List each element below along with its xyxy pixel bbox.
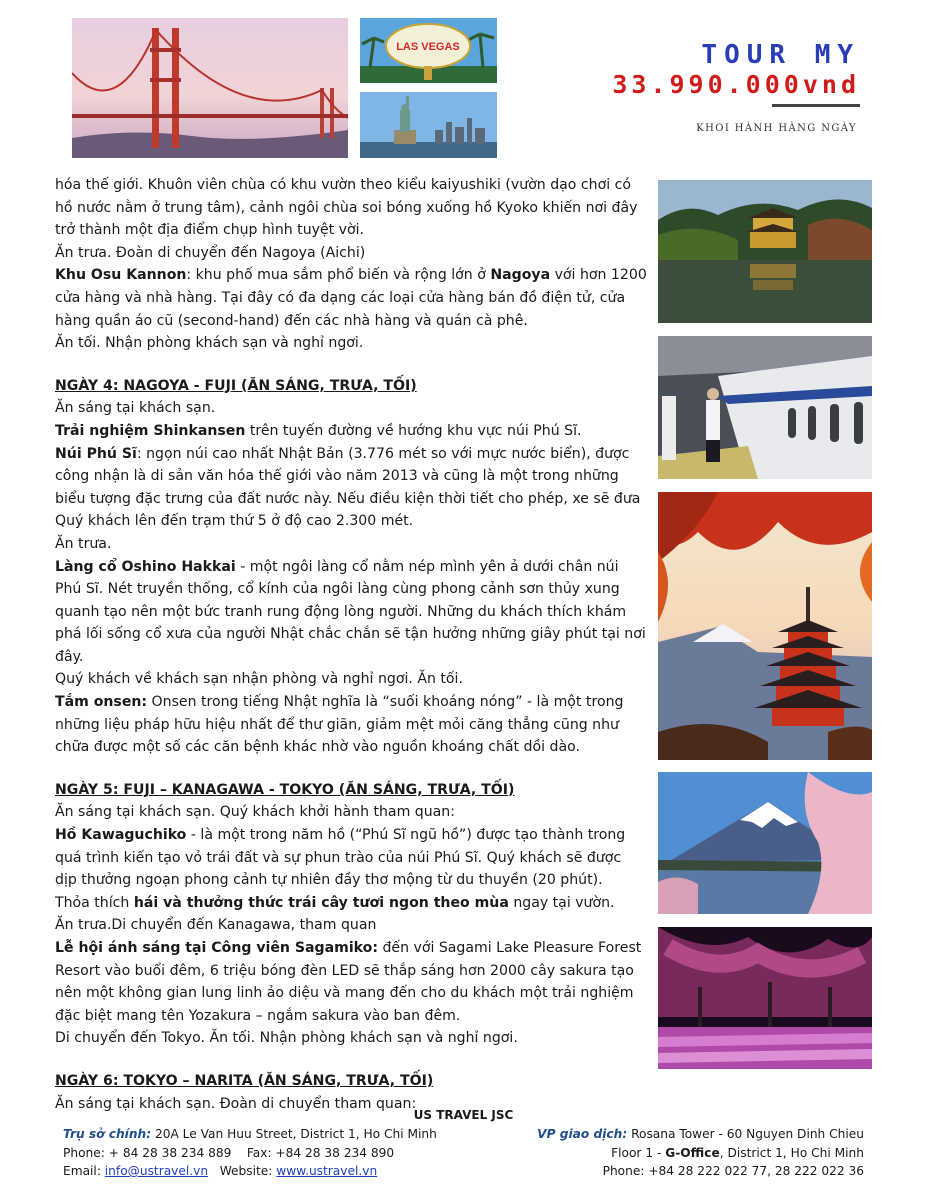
paragraph: Ăn sáng tại khách sạn. Quý khách khởi hành tham quan: [55, 804, 455, 821]
office-line [537, 1127, 864, 1141]
paragraph: Ăn sáng tại khách sạn. Đoàn di chuyển tham quan: [55, 1095, 417, 1112]
itinerary-content [55, 174, 647, 1115]
office-phone-line: Phone: +84 28 222 022 77, 28 222 022 36 [602, 1164, 864, 1178]
office-label: VP giao dịch: [537, 1127, 628, 1141]
departure-tagline: KHOI HÀNH HÀNG NGÀY [696, 123, 857, 134]
page-footer [0, 1108, 927, 1198]
paragraph: Lễ hội ánh sáng tại Công viên Sagamiko: đến với Sagami Lake Pleasure Forest Resort vào buổi đêm, 6 triệu bóng đèn LED sẽ thắp sáng hơn 2000 cây sakura tạo nên một không gian lung linh ảo diệu và mang đến cho du khách một trải nghiệm đặc biệt mang tên Yozakura – ngắm sakura vào ban đêm. [55, 940, 642, 1024]
place-name: Trải nghiệm Shinkansen [55, 422, 246, 439]
place-name: Tắm onsen: [55, 694, 148, 711]
day-4-heading: NGÀY 4: NAGOYA - FUJI (ĂN SÁNG, TRƯA, TỐI) [55, 377, 417, 394]
paragraph: Trải nghiệm Shinkansen trên tuyến đường về hướng khu vực núi Phú Sĩ. [55, 422, 582, 439]
paragraph: Núi Phú Sĩ: ngọn núi cao nhất Nhật Bản (3.776 mét so với mực nước biển), được công nhận là di sản văn hóa thế giới vào năm 2013 và cũng là một trong những biểu tượng đặc trưng của đất nước này. Nếu điều kiện thời tiết cho phép, xe sẽ đưa Quý khách lên đến trạm thứ 5 ở độ cao 2.300 mét. [55, 445, 641, 530]
las-vegas-sign-photo [360, 18, 497, 83]
paragraph: Ăn trưa. [55, 535, 112, 552]
email-website-line: Email: info@ustravel.vn Website: www.ustravel.vn [63, 1164, 378, 1178]
golden-pavilion-photo [658, 180, 872, 323]
paragraph: Khu Osu Kannon: khu phố mua sắm phổ biến và rộng lớn ở Nagoya với hơn 1200 cửa hàng và nhà hàng. Tại đây có đa dạng các loại cửa hàng bán đồ điện tử, cửa hàng quần áo cũ (second-hand) đến các nhà hàng và quán cà phê. [55, 267, 647, 329]
fuji-kawaguchiko-photo [658, 772, 872, 914]
golden-gate-bridge-photo [72, 18, 348, 158]
place-name: Hồ Kawaguchiko [55, 827, 187, 844]
place-name: Núi Phú Sĩ [55, 445, 137, 462]
paragraph: Thỏa thích hái và thưởng thức trái cây tươi ngon theo mùa ngay tại vườn. [55, 894, 615, 911]
paragraph: Ăn trưa. Đoàn di chuyển đến Nagoya (Aichi) [55, 244, 366, 261]
las-vegas-sign-text: LAS VEGAS [396, 41, 460, 53]
tour-price: 33.990.000vnd [612, 70, 860, 99]
paragraph: Tắm onsen: Onsen trong tiếng Nhật nghĩa là “suối khoáng nóng” - là một trong những liệu pháp hữu hiệu nhất để thư giãn, giảm mệt mỏi căng thẳng cũng như chữa được một số các căn bệnh khác nhờ vào nguồn khoáng chất dồi dào. [55, 694, 624, 756]
place-name: Làng cổ Oshino Hakkai [55, 558, 236, 575]
day-6-heading: NGÀY 6: TOKYO – NARITA (ĂN SÁNG, TRƯA, TỐI) [55, 1072, 434, 1089]
tour-title: TOUR MY [701, 40, 860, 70]
office-address: Rosana Tower - 60 Nguyen Dinh Chieu [627, 1127, 864, 1141]
company-name: US TRAVEL JSC [413, 1108, 514, 1122]
statue-of-liberty-photo [360, 92, 497, 158]
head-office-line [63, 1127, 437, 1141]
sakura-night-lights-photo [658, 927, 872, 1069]
price-underline [772, 104, 860, 107]
shinkansen-train-photo [658, 336, 872, 479]
place-name: Lễ hội ánh sáng tại Công viên Sagamiko: [55, 940, 378, 956]
paragraph: Làng cổ Oshino Hakkai - một ngôi làng cổ nằm nép mình yên ả dưới chân núi Phú Sĩ. Nét truyền thống, cổ kính của ngôi làng cùng phong cảnh sơn thủy xung quanh tạo nên một bức tranh rung động lòng người. Những du khách thích khám phá lối sống cổ xưa của người Nhật chắc chắn sẽ tận hưởng những giây phút tại nơi đây. [55, 558, 646, 665]
paragraph: hóa thế giới. Khuôn viên chùa có khu vườn theo kiểu kaiyushiki (vườn dạo chơi có hồ nước nằm ở trung tâm), cảnh ngôi chùa soi bóng xuống hồ Kyoko khiến nơi đây trở thành một địa điểm chụp hình tuyệt vời. [55, 177, 638, 239]
office-floor-line: Floor 1 - G-Office, District 1, Ho Chi Minh [611, 1146, 864, 1160]
day-5-heading: NGÀY 5: FUJI – KANAGAWA - TOKYO (ĂN SÁNG, TRƯA, TỐI) [55, 781, 515, 798]
email-link[interactable]: info@ustravel.vn [104, 1164, 209, 1178]
website-link[interactable]: www.ustravel.vn [276, 1164, 378, 1178]
highlight: hái và thưởng thức trái cây tươi ngon theo mùa [133, 894, 509, 911]
phone-fax-line: Phone: + 84 28 38 234 889 Fax: +84 28 38 234 890 [63, 1146, 395, 1160]
paragraph: Hồ Kawaguchiko - là một trong năm hồ (“Phú Sĩ ngũ hồ”) được tạo thành trong quá trình kiến tạo vỏ trái đất và sự phun trào của núi Phú Sĩ. Quý khách sẽ được dịp thưởng ngoạn phong cảnh tự nhiên đầy thơ mộng từ du thuyền (20 phút). [55, 827, 626, 889]
paragraph: Ăn tối. Nhận phòng khách sạn và nghỉ ngơi. [55, 335, 364, 352]
place-name: Nagoya [490, 267, 551, 284]
place-name: Khu Osu Kannon [55, 267, 187, 284]
head-office-address: 20A Le Van Huu Street, District 1, Ho Chi Minh [151, 1127, 437, 1141]
pagoda-fuji-autumn-photo [658, 492, 872, 760]
paragraph: Quý khách về khách sạn nhận phòng và nghỉ ngơi. Ăn tối. [55, 671, 463, 688]
head-office-label: Trụ sở chính: [63, 1127, 152, 1141]
paragraph: Di chuyển đến Tokyo. Ăn tối. Nhận phòng khách sạn và nghỉ ngơi. [55, 1030, 518, 1047]
paragraph: Ăn sáng tại khách sạn. [55, 400, 216, 417]
paragraph: Ăn trưa.Di chuyển đến Kanagawa, tham quan [55, 917, 377, 934]
